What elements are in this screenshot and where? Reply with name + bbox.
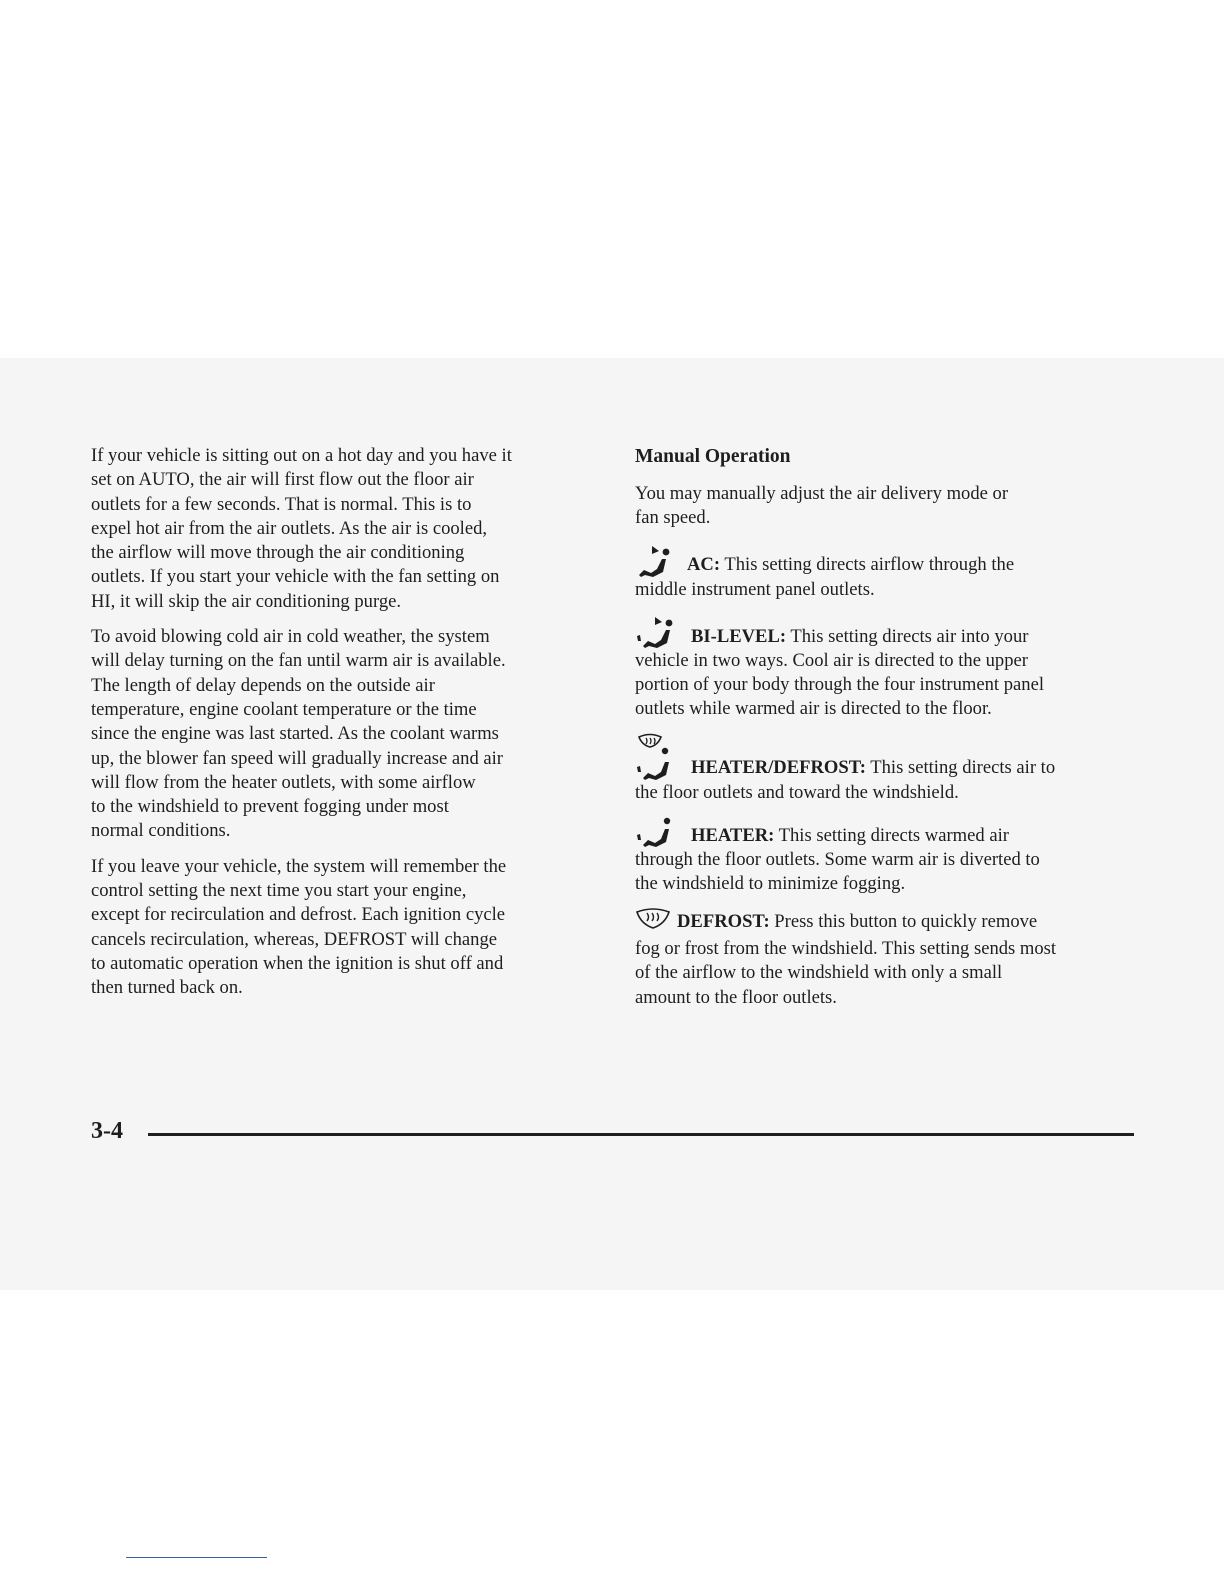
heater-description: through the floor outlets. Some warm air is diverted to the windshield to minimize fogging.	[635, 849, 1040, 895]
defrost-description-start: Press this button to quickly remove	[769, 910, 1038, 932]
mode-ac	[635, 542, 1140, 602]
manual-intro: You may manually adjust the air delivery mode or fan speed.	[635, 483, 1009, 529]
footer-rule	[148, 1133, 1134, 1136]
heater-defrost-description-start: This setting directs air to	[865, 757, 1056, 779]
heater-defrost-description: the floor outlets and toward the windshield.	[635, 781, 959, 803]
heater-defrost-mode-icon	[635, 733, 681, 781]
ac-description: middle instrument panel outlets.	[635, 578, 875, 600]
heater-description-start: This setting directs warmed air	[774, 824, 1009, 846]
heater-term: HEATER:	[691, 824, 775, 846]
paragraph-cold-weather: To avoid blowing cold air in cold weather, the system will delay turning on the fan until warm air is available. The length of delay depends on the outside air temperature, engine coolant temperature or the time since the engine was last started. As the coolant warms up, the blower fan speed will gradually increase and air will flow from the heater outlets, with some airflow to the windshield to prevent fogging under most normal conditions.	[91, 626, 506, 842]
ac-term: AC:	[687, 554, 721, 576]
ac-mode-icon	[635, 542, 677, 578]
heater-mode-icon	[635, 816, 681, 848]
defrost-term: DEFROST:	[677, 910, 770, 932]
mode-defrost	[635, 908, 1140, 1010]
bi-level-mode-icon	[635, 613, 681, 649]
ac-description-start: This setting directs airflow through the	[720, 554, 1015, 576]
defrost-icon	[635, 908, 671, 937]
bi-level-term: BI-LEVEL:	[691, 625, 787, 647]
mode-bi-level	[635, 613, 1140, 722]
right-column	[635, 444, 1140, 1021]
bi-level-description-start: This setting directs air into your	[786, 625, 1029, 647]
mode-heater	[635, 816, 1140, 897]
paragraph-memory: If you leave your vehicle, the system will remember the control setting the next time you start your engine, except for recirculation and defrost. Each ignition cycle cancels recirculation, whereas, DEFROST will change to automatic operation when the ignition is shut off and then turned back on.	[91, 855, 507, 999]
left-column	[91, 444, 599, 1012]
page-number: 3-4	[91, 1118, 123, 1144]
mode-heater-defrost	[635, 733, 1140, 805]
heater-defrost-term: HEATER/DEFROST:	[691, 757, 866, 779]
bi-level-description: vehicle in two ways. Cool air is directed to the upper portion of your body through the four instrument panel outlets while warmed air is directed to the floor.	[635, 649, 1044, 720]
defrost-description: fog or frost from the windshield. This setting sends most of the airflow to the windshield with only a small amount to the floor outlets.	[635, 937, 1057, 1008]
bottom-link-rule	[126, 1557, 267, 1558]
paragraph-auto-mode: If your vehicle is sitting out on a hot day and you have it set on AUTO, the air will first flow out the floor air outlets for a few seconds. That is normal. This is to expel hot air from the air outlets. As the air is cooled, the airflow will move through the air conditioning outlets. If you start your vehicle with the fan setting on HI, it will skip the air conditioning purge.	[91, 445, 512, 612]
section-heading: Manual Operation	[635, 446, 791, 467]
